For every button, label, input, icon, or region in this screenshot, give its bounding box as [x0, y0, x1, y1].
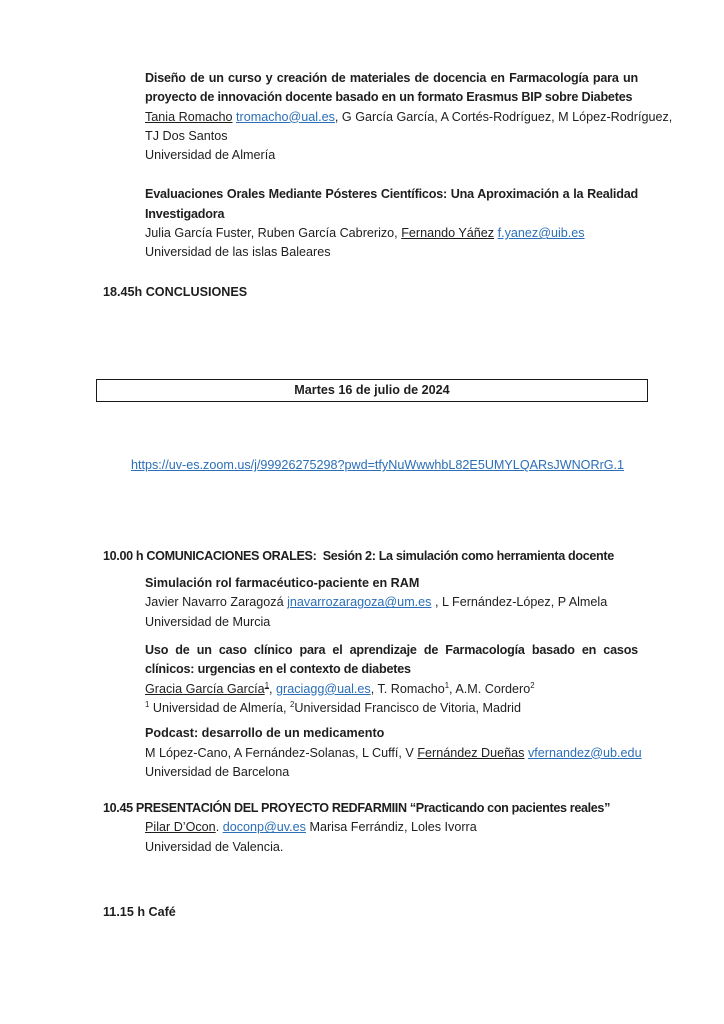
- email-hyperlink[interactable]: jnavarrozaragoza@um.es: [287, 595, 432, 610]
- conclusions-heading: 18.45h CONCLUSIONES: [103, 284, 248, 299]
- presentation-block-redfarmiin: [103, 799, 638, 857]
- underlined-author-name: Pilar D’Ocon: [145, 820, 216, 835]
- talk-affiliation: Universidad de Murcia: [145, 614, 271, 629]
- talk-title: Evaluaciones Orales Mediante Pósteres Científicos: Una Aproximación a la Realidad Investigadora: [145, 187, 638, 221]
- talk-title: Simulación rol farmacéutico-paciente en RAM: [145, 576, 420, 591]
- talk-authors: [145, 108, 673, 127]
- email-hyperlink[interactable]: f.yanez@uib.es: [497, 226, 585, 241]
- talk-affiliation: Universidad de Almería: [145, 148, 276, 163]
- talk-block-simulacion-rol: [145, 574, 638, 632]
- talk-block-caso-clinico: [145, 641, 638, 718]
- text-segment: Universidad de Almería,: [149, 700, 291, 715]
- talk-authors: [145, 224, 638, 243]
- zoom-link-row: [103, 437, 638, 495]
- day-header: Martes 16 de julio de 2024: [294, 382, 450, 397]
- text-segment: , L Fernández-López, P Almela: [431, 595, 608, 610]
- talk-block-diseno-curso: [145, 69, 673, 165]
- underlined-author-name: Fernández Dueñas: [417, 745, 525, 760]
- presentation-details: [145, 818, 638, 857]
- presentation-heading: 10.45 PRESENTACIÓN DEL PROYECTO REDFARMIIN “Practicando con pacientes reales”: [103, 801, 611, 816]
- text-segment: .: [215, 820, 223, 835]
- zoom-meeting-link[interactable]: https://uv-es.zoom.us/j/99926275298?pwd=tfyNuWwwhbL82E5UMYLQARsJWNORrG.1: [130, 458, 625, 473]
- email-hyperlink[interactable]: tromacho@ual.es: [236, 109, 335, 124]
- talk-authors: [145, 680, 638, 699]
- talk-title: Diseño de un curso y creación de materiales de docencia en Farmacología para un proyecto de innovación docente basado en un formato Erasmus BIP sobre Diabetes: [145, 71, 638, 105]
- underlined-author-name: 1: [444, 680, 450, 690]
- day-header-box: [96, 379, 648, 402]
- underlined-author-name: 2: [530, 680, 535, 690]
- text-segment: , A.M. Cordero: [449, 681, 531, 696]
- email-hyperlink[interactable]: doconp@uv.es: [222, 820, 306, 835]
- talk-authors: [145, 744, 642, 763]
- talk-affiliations: [145, 699, 638, 718]
- underlined-author-name: 2: [290, 699, 295, 709]
- underlined-author-name: 1: [145, 699, 150, 709]
- talk-title: Podcast: desarrollo de un medicamento: [145, 726, 385, 741]
- underlined-author-name: Gracia García García: [145, 681, 265, 696]
- text-segment: , G García García, A Cortés-Rodríguez, M López-Rodríguez,: [334, 109, 673, 124]
- text-segment: Javier Navarro Zaragozá: [145, 595, 288, 610]
- underlined-author-name: 1: [264, 680, 270, 690]
- session2-heading: 10.00 h COMUNICACIONES ORALES: Sesión 2: La simulación como herramienta docente: [103, 548, 614, 563]
- talk-affiliation: Universidad de Barcelona: [145, 764, 290, 779]
- talk-block-podcast: [145, 724, 642, 782]
- presentation-authors: [145, 818, 638, 837]
- text-segment: M López-Cano, A Fernández-Solanas, L Cuffí, V: [145, 745, 418, 760]
- presentation-affiliation: Universidad de Valencia.: [145, 839, 284, 854]
- text-segment: Universidad Francisco de Vitoria, Madrid: [294, 700, 521, 715]
- text-segment: , T. Romacho: [370, 681, 445, 696]
- text-segment: Marisa Ferrándiz, Loles Ivorra: [305, 820, 477, 835]
- underlined-author-name: Fernando Yáñez: [401, 226, 495, 241]
- coffee-break-heading: 11.15 h Café: [103, 905, 176, 920]
- talk-block-evaluaciones-orales: [145, 185, 638, 262]
- talk-authors-continued: TJ Dos Santos: [145, 128, 228, 143]
- email-hyperlink[interactable]: vfernandez@ub.edu: [527, 745, 642, 760]
- talk-affiliation: Universidad de las islas Baleares: [145, 245, 331, 260]
- underlined-author-name: Tania Romacho: [145, 109, 233, 124]
- text-segment: Julia García Fuster, Ruben García Cabrerizo,: [145, 226, 402, 241]
- email-hyperlink[interactable]: graciagg@ual.es: [276, 681, 371, 696]
- talk-title: Uso de un caso clínico para el aprendizaje de Farmacología basado en casos clínicos: urgencias en el contexto de diabetes: [145, 643, 638, 677]
- text-segment: ,: [269, 681, 277, 696]
- talk-authors: [145, 593, 638, 612]
